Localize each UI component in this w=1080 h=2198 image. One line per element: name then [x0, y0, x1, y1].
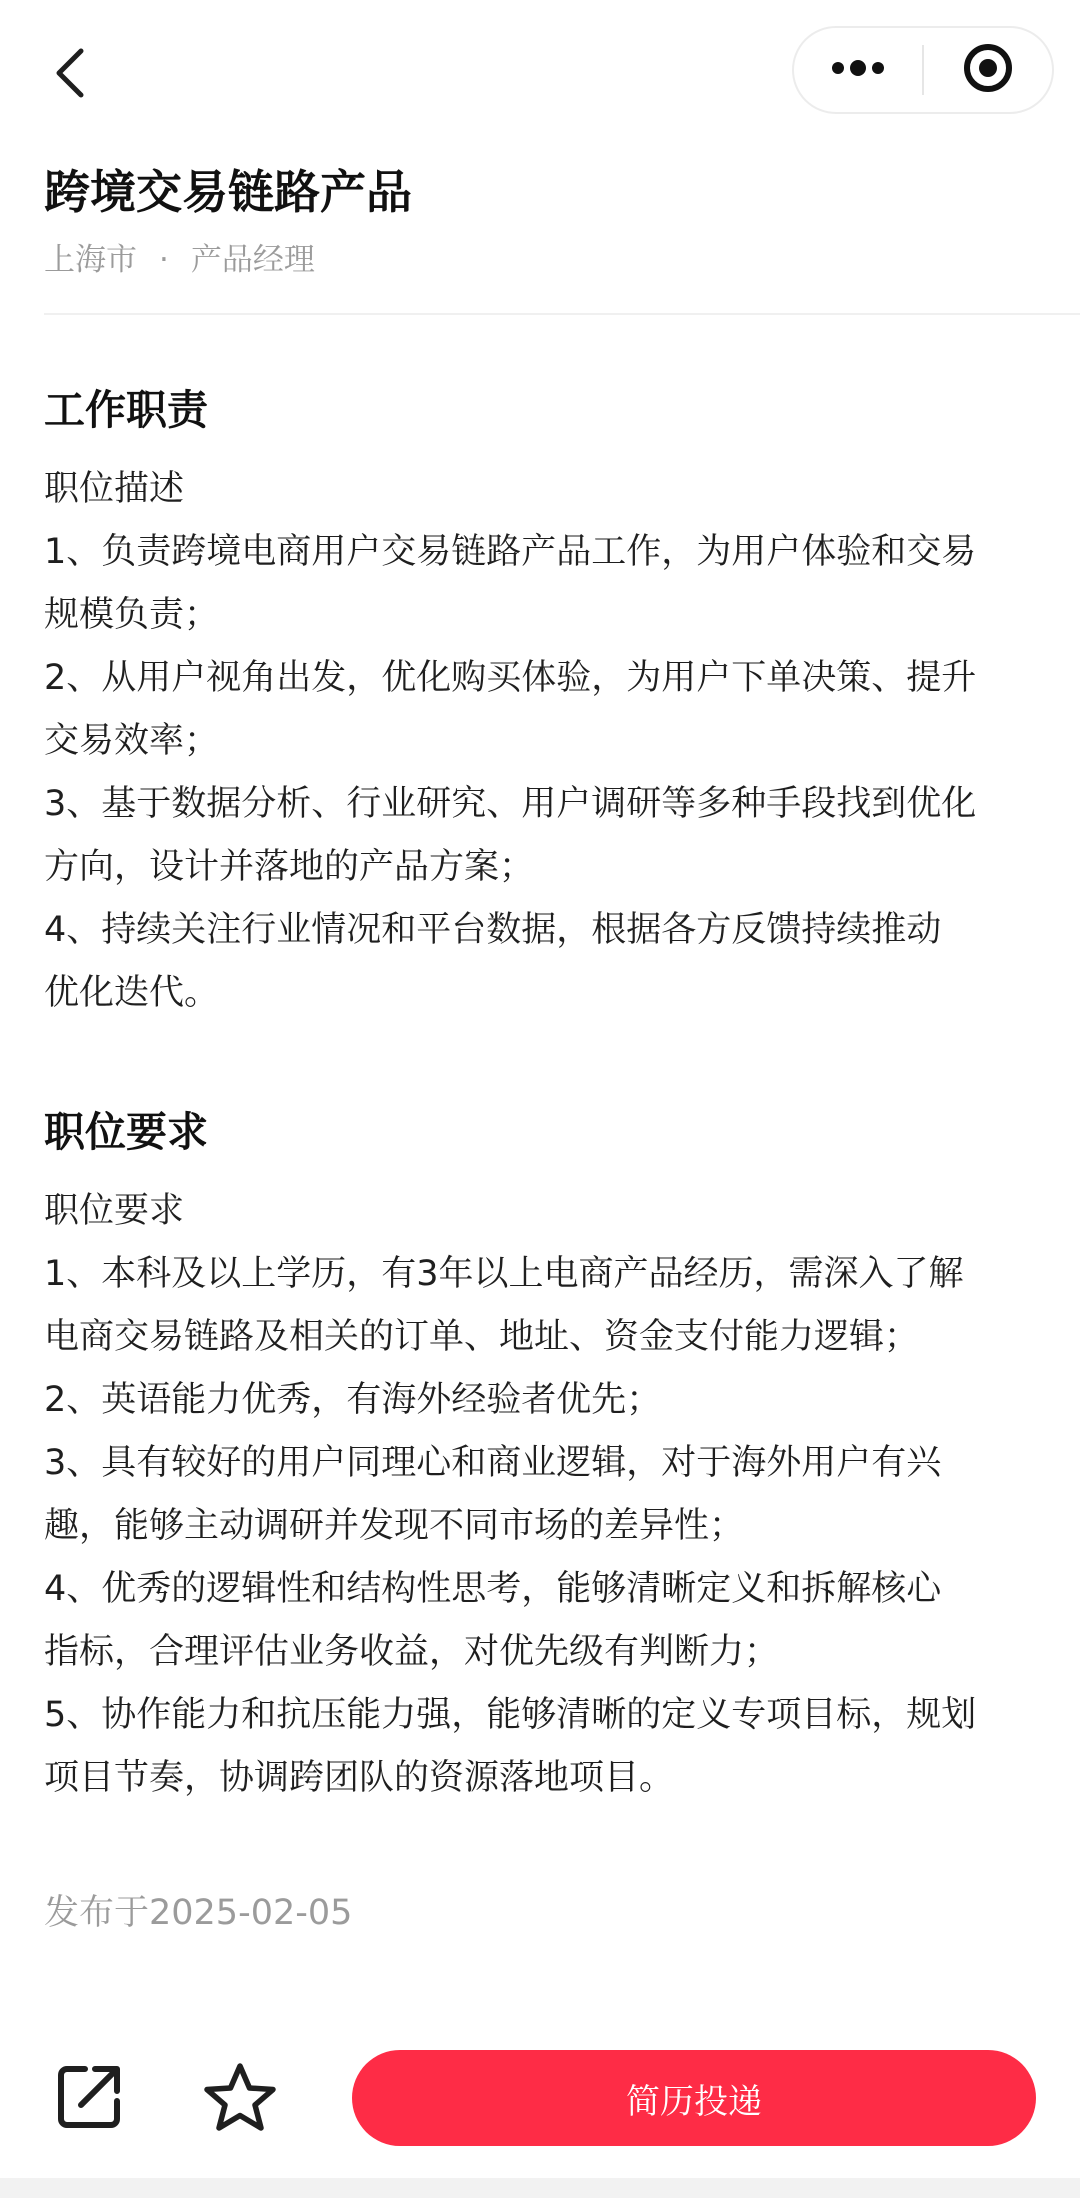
section-body	[44, 1180, 1044, 1810]
responsibilities-section	[44, 380, 1044, 1025]
text-line: 职位描述	[44, 469, 185, 509]
requirements-section	[44, 1102, 1044, 1810]
job-meta	[44, 238, 1080, 282]
share-button[interactable]	[50, 2058, 130, 2138]
text-line: 项目节奏，协调跨团队的资源落地项目。	[44, 1758, 675, 1798]
text-line: 指标，合理评估业务收益，对优先级有判断力；	[44, 1632, 780, 1672]
section-body	[44, 458, 1044, 1025]
header-divider	[44, 313, 1080, 315]
section-heading: 工作职责	[44, 386, 208, 434]
text-line: 电商交易链路及相关的订单、地址、资金支付能力逻辑；	[44, 1317, 920, 1357]
apply-resume-button[interactable]: 简历投递	[352, 2050, 1036, 2146]
favorite-button[interactable]	[198, 2058, 282, 2142]
back-button[interactable]	[40, 40, 100, 110]
text-line: 2、从用户视角出发，优化购买体验，为用户下单决策、提升	[44, 658, 977, 698]
target-icon	[962, 42, 1014, 98]
top-bar	[0, 0, 1080, 150]
mini-program-capsule	[792, 26, 1054, 114]
text-line: 3、具有较好的用户同理心和商业逻辑，对于海外用户有兴	[44, 1443, 942, 1483]
text-line: 交易效率；	[44, 721, 220, 761]
text-line: 趣，能够主动调研并发现不同市场的差异性；	[44, 1506, 745, 1546]
job-role: 产品经理	[190, 242, 315, 278]
job-city: 上海市	[44, 242, 137, 278]
text-line: 职位要求	[44, 1191, 185, 1231]
text-line: 1、本科及以上学历，有3年以上电商产品经历，需深入了解	[44, 1254, 964, 1294]
text-line: 4、持续关注行业情况和平台数据，根据各方反馈持续推动	[44, 910, 942, 950]
bottom-action-bar	[0, 2040, 1080, 2160]
text-line: 3、基于数据分析、行业研究、用户调研等多种手段找到优化	[44, 784, 977, 824]
share-icon	[55, 2061, 125, 2135]
text-line: 规模负责；	[44, 595, 220, 635]
job-header	[44, 160, 1080, 282]
text-line: 方向，设计并落地的产品方案；	[44, 847, 535, 887]
published-date: 发布于2025-02-05	[44, 1893, 353, 1933]
text-line: 优化迭代。	[44, 973, 220, 1013]
chevron-left-icon	[53, 47, 87, 103]
text-line: 2、英语能力优秀，有海外经验者优先；	[44, 1380, 662, 1420]
close-mini-program-button[interactable]	[924, 28, 1052, 112]
bottom-safe-area	[0, 2178, 1080, 2198]
text-line: 4、优秀的逻辑性和结构性思考，能够清晰定义和拆解核心	[44, 1569, 942, 1609]
text-line: 5、协作能力和抗压能力强，能够清晰的定义专项目标，规划	[44, 1695, 977, 1735]
star-icon	[202, 2061, 278, 2139]
section-heading: 职位要求	[44, 1108, 208, 1156]
text-line: 1、负责跨境电商用户交易链路产品工作，为用户体验和交易	[44, 532, 977, 572]
more-dots-icon	[830, 58, 886, 82]
more-button[interactable]	[794, 28, 922, 112]
meta-separator: ·	[159, 242, 169, 278]
job-title: 跨境交易链路产品	[44, 165, 412, 219]
